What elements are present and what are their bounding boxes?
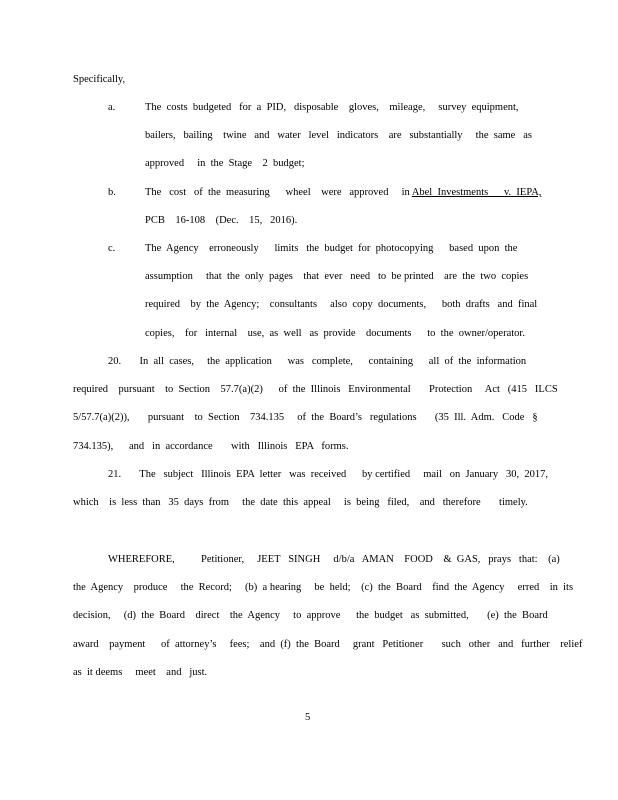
wherefore-line: award payment of attorney’s fees; and (f) the Board grant Petitioner such other and further relief xyxy=(73,639,583,650)
para-20-line: required pursuant to Section 57.7(a)(2) of the Illinois Environmental Protection Act (415 ILCS xyxy=(73,384,558,395)
item-a-line: bailers, bailing twine and water level indicators are substantially the same as xyxy=(145,130,532,141)
wherefore-line: decision, (d) the Board direct the Agency to approve the budget as submitted, (e) the Board xyxy=(73,610,548,621)
case-citation: Abel Investments v. IEPA, xyxy=(411,187,542,198)
intro-text: Specifically, xyxy=(73,74,126,85)
item-c-line: required by the Agency; consultants also copy documents, both drafts and final xyxy=(145,299,538,310)
item-c-label: c. xyxy=(108,243,116,254)
item-a-line: approved in the Stage 2 budget; xyxy=(145,158,305,169)
para-20-line: 5/57.7(a)(2)), pursuant to Section 734.135 of the Board’s regulations (35 Ill. Adm. Code § xyxy=(73,412,538,423)
item-a-label: a. xyxy=(108,102,116,113)
wherefore-line: as it deems meet and just. xyxy=(73,667,208,678)
para-21-line: 21. The subject Illinois EPA letter was received by certified mail on January 30, 2017, xyxy=(108,469,549,480)
item-c-line: The Agency erroneously limits the budget for photocopying based upon the xyxy=(145,243,518,254)
item-b-label: b. xyxy=(108,187,116,198)
item-c-line: copies, for internal use, as well as provide documents to the owner/operator. xyxy=(145,328,525,339)
item-b-line: PCB 16-108 (Dec. 15, 2016). xyxy=(145,215,298,226)
wherefore-line: the Agency produce the Record; (b) a hearing be held; (c) the Board find the Agency erred in its xyxy=(73,582,574,593)
item-c-line: assumption that the only pages that ever need to be printed are the two copies xyxy=(145,271,529,282)
item-a-line: The costs budgeted for a PID, disposable gloves, mileage, survey equipment, xyxy=(145,102,519,113)
item-b-line xyxy=(145,186,541,200)
para-20-line: 734.135), and in accordance with Illinois EPA forms. xyxy=(73,441,349,452)
wherefore-line: WHEREFORE, Petitioner, JEET SINGH d/b/a AMAN FOOD & GAS, prays that: (a) xyxy=(108,554,560,565)
item-b-text: The cost of the measuring wheel were approved in xyxy=(145,187,412,198)
page-number: 5 xyxy=(305,712,311,723)
para-21-line: which is less than 35 days from the date this appeal is being filed, and therefore timely. xyxy=(73,497,528,508)
para-20-line: 20. In all cases, the application was complete, containing all of the information xyxy=(108,356,527,367)
